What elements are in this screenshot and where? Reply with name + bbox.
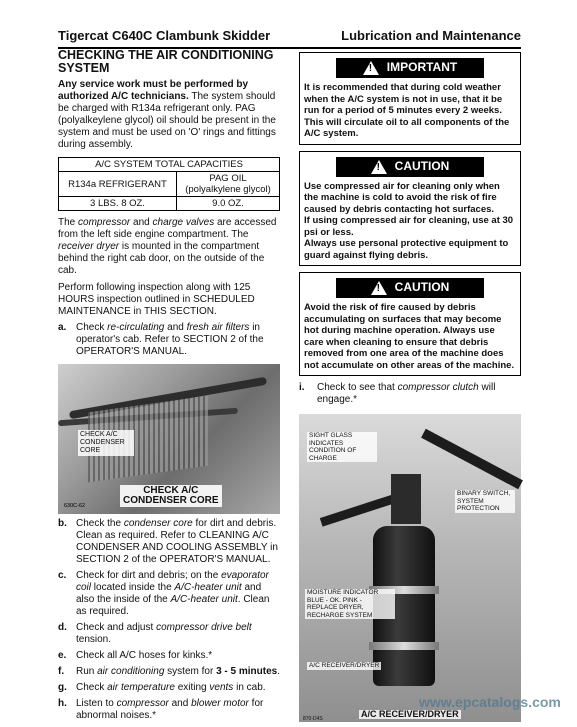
step-text: and (168, 698, 192, 709)
refrigerant-label: R134a REFRIGERANT (59, 172, 177, 197)
step-text: for dirt and debris. Clean as required. Refer to CLEANING A/C CONDENSER AND COOLING ASSEMBLY in SECTION 2 of the OPERATOR'S MANUAL. (76, 518, 278, 565)
step-term: condenser core (123, 518, 193, 529)
step-text: tension. (76, 634, 112, 645)
step-text: exiting (174, 682, 210, 693)
section-title: CHECKING THE AIR CONDITIONING SYSTEM (58, 48, 274, 75)
warning-icon (371, 160, 387, 174)
step-d (58, 622, 280, 646)
step-text: Run (76, 666, 98, 677)
left-column (58, 49, 280, 722)
caution-box-2 (299, 272, 521, 376)
header-section: Lubrication and Maintenance (341, 28, 521, 43)
header-model: Tigercat C640C Clambunk Skidder (58, 28, 271, 43)
important-box (299, 52, 521, 145)
step-letter: a. (58, 322, 67, 333)
step-text: will engage.* (317, 382, 496, 405)
step-term: compressor drive belt (156, 622, 252, 633)
step-b (58, 518, 280, 566)
caption-line-2: CONDENSER CORE (123, 495, 219, 506)
step-text: and (164, 322, 187, 333)
step-letter: c. (58, 570, 67, 581)
step-text: Check and adjust (76, 622, 157, 633)
step-e (58, 650, 280, 662)
location-compressor: compressor (78, 217, 131, 228)
caution-badge (336, 278, 484, 298)
step-letter: h. (58, 698, 67, 709)
caution-badge (336, 157, 484, 177)
location-valves: charge valves (152, 217, 215, 228)
step-c (58, 570, 280, 618)
step-text: in operator's cab. Refer to SECTION 2 of the OPERATOR'S MANUAL. (76, 322, 264, 357)
step-term: compressor (116, 698, 169, 709)
step-term: fresh air filters (186, 322, 250, 333)
step-i (299, 382, 521, 406)
step-a (58, 322, 280, 358)
intro-warning: Any service work must be performed by authorized A/C technicians. (58, 79, 249, 102)
right-column (299, 52, 561, 722)
step-term: vents (209, 682, 234, 693)
step-letter: i. (299, 382, 305, 393)
step-term: re-circulating (107, 322, 165, 333)
step-h (58, 698, 280, 722)
step-term: A/C-heater unit (170, 594, 238, 605)
moisture-indicator-callout: MOISTURE INDICATOR BLUE - OK. PINK - REPLACE DRYER, RECHARGE SYSTEM (305, 589, 395, 619)
step-letter: e. (58, 650, 67, 661)
caption-line-1: CHECK A/C (143, 485, 199, 496)
oil-value: 9.0 OZ. (177, 197, 280, 211)
warning-icon (371, 281, 387, 295)
intro-paragraph (58, 79, 280, 151)
important-label: IMPORTANT (386, 60, 458, 75)
step-term: A/C-heater unit (174, 582, 242, 593)
sight-glass-callout: SIGHT GLASS INDICATES CONDITION OF CHARGE (307, 432, 377, 462)
receiver-dryer-photo (299, 414, 561, 722)
step-term: evaporator coil (76, 570, 269, 593)
caution-box-1 (299, 151, 521, 267)
photo-code: 870-D4S (303, 716, 323, 722)
step-text: in cab. (233, 682, 266, 693)
watermark: www.epcatalogs.com (419, 694, 561, 710)
refrigerant-value: 3 LBS. 8 OZ. (59, 197, 177, 211)
caution-label: CAUTION (394, 158, 450, 173)
important-badge (336, 58, 484, 78)
step-term: compressor clutch (397, 382, 479, 393)
step-text: Check to see that (317, 382, 398, 393)
location-text-3: are accessed from the left side engine compartment. The (58, 217, 277, 240)
step-text: system for (164, 666, 217, 677)
oil-label (177, 172, 280, 197)
step-text: Check the (76, 518, 124, 529)
oil-label-b: (polyalkylene glycol) (185, 184, 271, 195)
condenser-callout: CHECK A/C CONDENSER CORE (78, 430, 134, 456)
step-text: and also the inside of the (76, 582, 262, 605)
photo-code: 630C-62 (64, 503, 86, 509)
caution-label: CAUTION (394, 280, 450, 295)
condenser-photo (58, 364, 280, 514)
oil-label-a: PAG OIL (209, 173, 247, 184)
page-header (58, 27, 521, 49)
caution-text: Avoid the risk of fire caused by debris accumulating on surfaces that may become hot during machine operation. Always use care when cleaning to ensure that debris removed from one area of the machine does not accumulate on other areas of the machine. (304, 302, 515, 371)
condenser-caption (120, 485, 222, 507)
capacities-table (58, 157, 280, 211)
intro-text: The system should be charged with R134a refrigerant only. PAG (polyalkeylene glycol) oil should be present in the system and must be used on 'O' rings and fittings during assembly. (58, 91, 276, 150)
step-text: . Clean as required. (76, 594, 270, 617)
location-dryer: receiver dryer (58, 241, 120, 252)
step-letter: f. (58, 666, 65, 677)
step-term: air temperature (107, 682, 175, 693)
warning-icon (363, 61, 379, 75)
caution-line-2: If using compressed air for cleaning, use at 30 psi or less. (304, 215, 514, 238)
step-term: air conditioning (97, 666, 165, 677)
step-letter: g. (58, 682, 67, 693)
capacities-header: A/C SYSTEM TOTAL CAPACITIES (59, 158, 280, 172)
step-f (58, 666, 280, 678)
step-letter: d. (58, 622, 67, 633)
location-text-4: is mounted in the compartment behind the right cab door, on the outside of the cab. (58, 241, 265, 276)
receiver-callout: A/C RECEIVER/DRYER (309, 662, 380, 669)
inspection-paragraph: Perform following inspection along with 125 HOURS inspection outlined in SCHEDULED MAINTENANCE in THIS SECTION. (58, 282, 255, 317)
step-letter: b. (58, 518, 67, 529)
step-term: blower motor (191, 698, 249, 709)
step-text: Check all A/C hoses for kinks.* (76, 650, 213, 661)
location-paragraph (58, 217, 280, 277)
step-text: Listen to (76, 698, 117, 709)
step-duration: 3 - 5 minutes (216, 666, 278, 677)
receiver-caption: A/C RECEIVER/DRYER (361, 709, 459, 719)
step-text: . (277, 666, 280, 677)
step-text: for abnormal noises.* (76, 698, 264, 721)
caution-line-1: Use compressed air for cleaning only when the machine is cold to avoid the risk of fire caused by debris contacting hot surfaces. (304, 180, 500, 215)
important-text: It is recommended that during cold weather when the A/C system is not in use, that it be run for a period of 5 minutes every 2 weeks. This will circulate oil to all components of the A/C system. (304, 82, 510, 139)
location-text-1: The (58, 217, 79, 228)
step-g (58, 682, 280, 694)
step-text: Check (76, 322, 108, 333)
step-text: Check for dirt and debris; on the (76, 570, 222, 581)
caution-line-3: Always use personal protective equipment to guard against flying debris. (304, 238, 509, 261)
step-text: Check (76, 682, 108, 693)
binary-switch-callout: BINARY SWITCH, SYSTEM PROTECTION (455, 490, 515, 513)
step-text: located inside the (91, 582, 175, 593)
location-text-2: and (130, 217, 153, 228)
